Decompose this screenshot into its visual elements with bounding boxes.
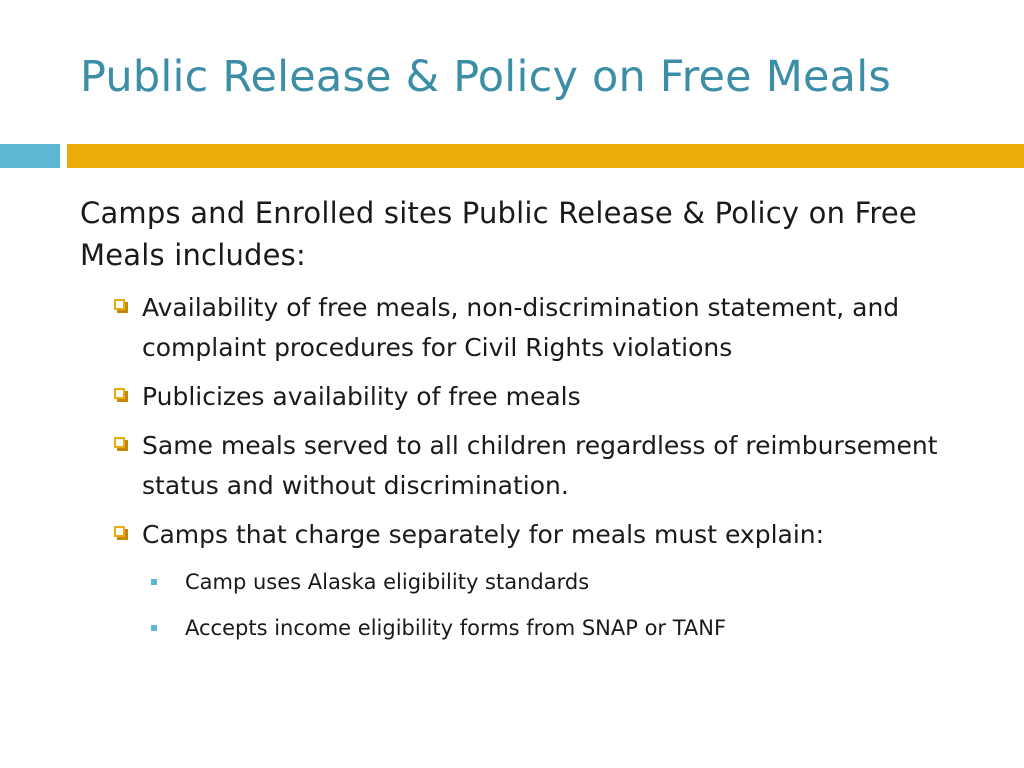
checkbox-bullet-icon — [114, 437, 125, 448]
square-bullet-icon — [151, 579, 157, 585]
bullet-text: Same meals served to all children regardless of reimbursement status and without discrimination. — [142, 431, 938, 500]
bullet-item — [142, 515, 980, 555]
sub-bullet-item — [185, 567, 980, 597]
checkbox-bullet-icon — [114, 388, 125, 399]
title-rule-bar — [67, 144, 1024, 168]
lead-paragraph: Camps and Enrolled sites Public Release & Policy on Free Meals includes: — [80, 196, 917, 272]
bullet-text: Publicizes availability of free meals — [142, 382, 581, 411]
slide-body — [80, 192, 980, 659]
bullet-item — [142, 288, 980, 368]
slide-title: Public Release & Policy on Free Meals — [80, 52, 891, 102]
square-bullet-icon — [151, 625, 157, 631]
bullet-text: Camps that charge separately for meals must explain: — [142, 520, 825, 549]
title-rule-accent — [0, 144, 60, 168]
checkbox-bullet-icon — [114, 299, 125, 310]
checkbox-bullet-icon — [114, 526, 125, 537]
sub-bullet-item — [185, 613, 980, 643]
bullet-item — [142, 377, 980, 417]
sub-bullet-text: Camp uses Alaska eligibility standards — [185, 570, 590, 594]
bullet-item — [142, 426, 980, 506]
bullet-text: Availability of free meals, non-discrimination statement, and complaint procedures for Civil Rights violations — [142, 293, 900, 362]
sub-bullet-text: Accepts income eligibility forms from SNAP or TANF — [185, 616, 727, 640]
